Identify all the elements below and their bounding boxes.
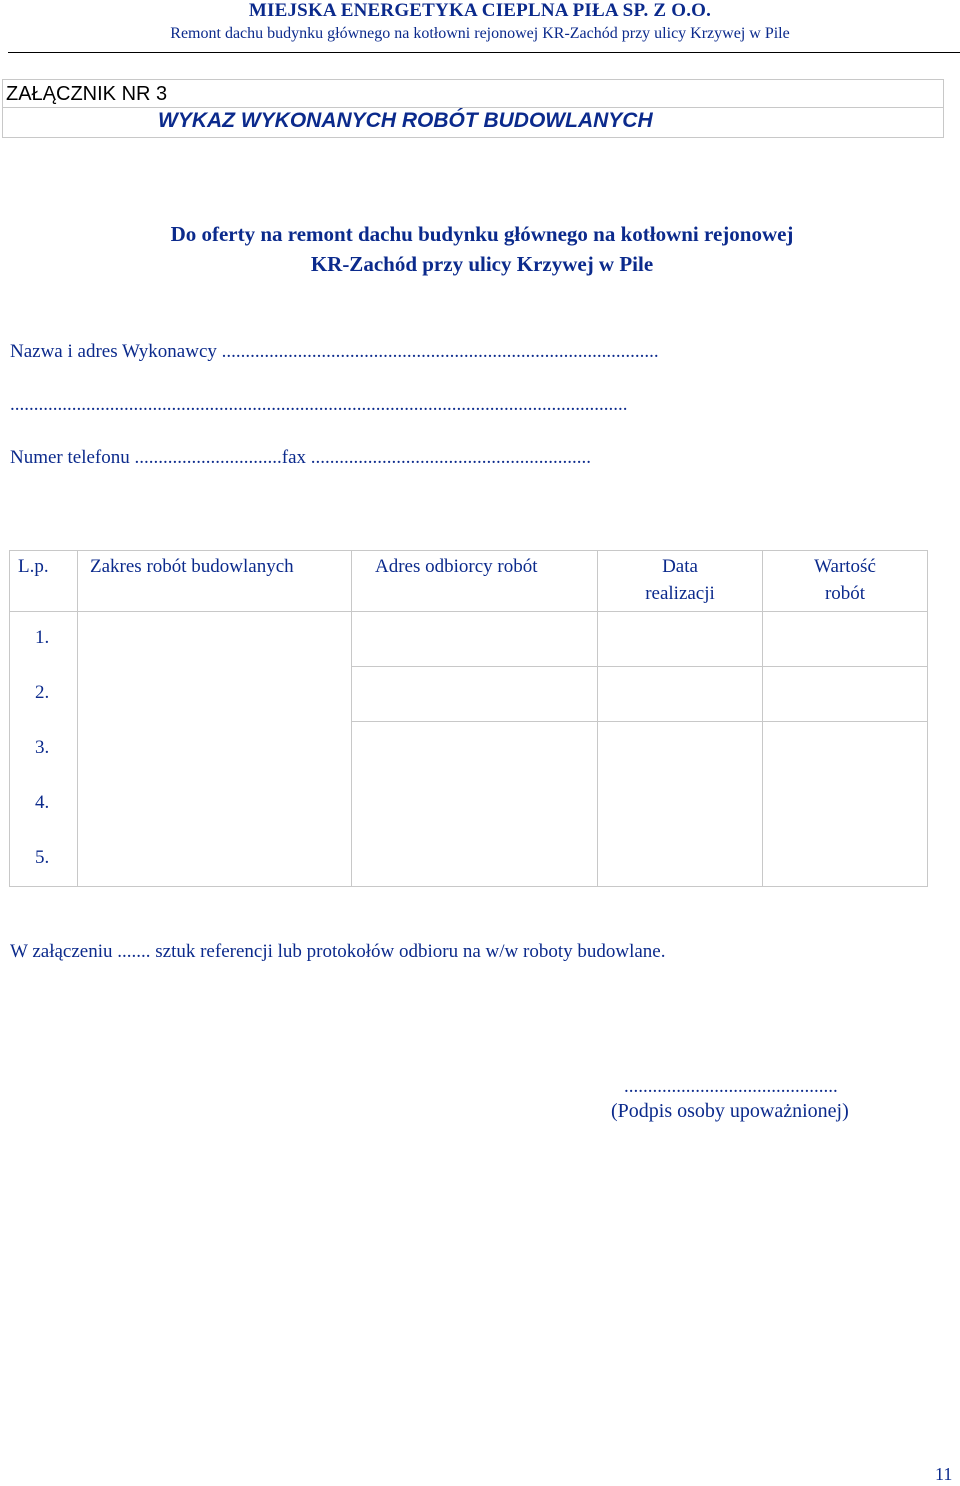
header-cell-address	[352, 551, 598, 612]
header-date-line1: Data	[662, 556, 698, 577]
annex-label: ZAŁĄCZNIK NR 3	[6, 83, 168, 105]
phone-fax-field: Numer telefonu ...............................fax ...........................................................	[10, 447, 592, 468]
header-date	[598, 551, 762, 607]
address-cell[interactable]	[352, 722, 598, 887]
signature-label: (Podpis osoby upoważnionej)	[611, 1100, 849, 1122]
title-box-divider	[3, 107, 943, 108]
row-number: 5.	[35, 847, 50, 868]
project-subtitle: Remont dachu budynku głównego na kotłowni rejonowej KR-Zachód przy ulicy Krzywej w Pile	[170, 25, 790, 42]
works-table	[9, 550, 928, 887]
table-row	[10, 722, 928, 887]
header-cell-value	[763, 551, 928, 612]
date-cell[interactable]	[598, 722, 763, 887]
row-number: 1.	[35, 627, 50, 648]
header-cell-date	[598, 551, 763, 612]
document-title: WYKAZ WYKONANYCH ROBÓT BUDOWLANYCH	[158, 109, 653, 132]
header-rule	[8, 52, 960, 53]
header-address: Adres odbiorcy robót	[375, 556, 538, 577]
page-number: 11	[935, 1464, 953, 1484]
value-cell[interactable]	[763, 722, 928, 887]
scope-cell[interactable]	[78, 612, 352, 667]
offer-line-2: KR-Zachód przy ulicy Krzywej w Pile	[310, 252, 654, 276]
header-scope: Zakres robót budowlanych	[90, 556, 294, 577]
contractor-name-field: Nazwa i adres Wykonawcy ............................................................................................	[10, 341, 659, 362]
address-cell[interactable]	[352, 612, 598, 667]
header-cell-scope	[78, 551, 352, 612]
company-header: MIEJSKA ENERGETYKA CIEPLNA PIŁA SP. Z O.O.	[248, 0, 712, 21]
header-value	[763, 551, 927, 607]
address-cell[interactable]	[352, 667, 598, 722]
header-date-line2: realizacji	[645, 583, 715, 604]
row-number: 2.	[35, 682, 50, 703]
header-value-line2: robót	[824, 583, 866, 604]
row-number: 4.	[35, 792, 50, 813]
value-cell[interactable]	[763, 612, 928, 667]
header-lp: L.p.	[18, 556, 49, 577]
contractor-address-field: ..................................................................................................................................	[10, 394, 628, 415]
table-header-row	[10, 551, 928, 612]
offer-line-1: Do oferty na remont dachu budynku głównego na kotłowni rejonowej	[170, 222, 794, 246]
scope-cell[interactable]	[78, 722, 352, 887]
header-cell-lp	[10, 551, 78, 612]
row-number: 3.	[35, 737, 50, 758]
signature-line: .............................................	[624, 1076, 838, 1097]
value-cell[interactable]	[763, 667, 928, 722]
scope-cell[interactable]	[78, 667, 352, 722]
table-row	[10, 667, 928, 722]
header-value-line1: Wartość	[814, 556, 876, 577]
table-row	[10, 612, 928, 667]
attachment-note: W załączeniu ....... sztuk referencji lub protokołów odbioru na w/w roboty budowlane.	[10, 941, 666, 962]
date-cell[interactable]	[598, 667, 763, 722]
date-cell[interactable]	[598, 612, 763, 667]
